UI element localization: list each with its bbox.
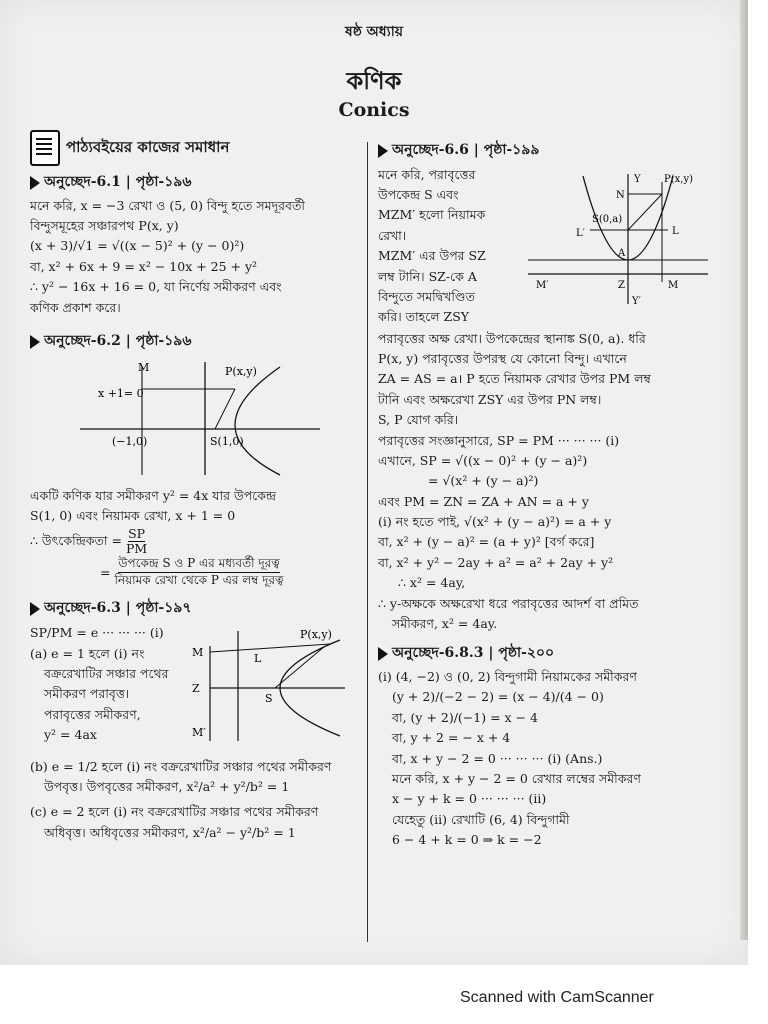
- case-a-text: [30, 622, 180, 755]
- equation-line: = √(x² + (y − a)²): [428, 473, 539, 489]
- definition-fraction: [114, 556, 283, 588]
- fig-label-m: M: [138, 360, 150, 374]
- section-6-6-title: অনুচ্ছেদ-6.6 | পৃষ্ঠা-১৯৯: [392, 142, 540, 158]
- fig-label-z: Z: [192, 682, 200, 696]
- text-line: সমীকরণ পরাবৃত্ত।: [44, 686, 130, 702]
- text-line: P(x, y) পরাবৃত্তের উপরস্থ যে কোনো বিন্দু। এখানে: [378, 351, 627, 367]
- equation-line: (i) নং হতে পাই, √(x² + (y − a)²) = a + y: [378, 514, 612, 530]
- eccentricity-line: [30, 527, 360, 556]
- fig-label-p: P(x,y): [664, 173, 693, 185]
- text-line: (i) (4, −2) ও (0, 2) বিন্দুগামী নিয়ামকের সমীকরণ: [378, 669, 637, 684]
- text-line: একটি কণিক যার সমীকরণ y² = 4x যার উপকেন্দ্র: [30, 488, 277, 503]
- fig-label-directrix: x +1= 0: [98, 386, 144, 400]
- text-line: কণিক প্রকাশ করে।: [30, 299, 121, 315]
- fig-label-s: S(0,a): [592, 213, 623, 225]
- equation-line: বা, x² + y² − 2ay + a² = a² + 2ay + y²: [378, 554, 614, 570]
- text-line: সমীকরণ, x² = 4ay.: [392, 615, 498, 631]
- triangle-bullet-icon: [30, 602, 40, 616]
- triangle-bullet-icon: [30, 335, 40, 349]
- text-line: ∴ y² − 16x + 16 = 0, যা নির্ণেয় সমীকরণ এবং: [30, 279, 282, 295]
- eccentricity-label: ∴ উৎকেন্দ্রিকতা =: [30, 533, 122, 549]
- fig-label-z: Z: [618, 279, 625, 291]
- text-line: (c) e = 2 হলে (i) নং বক্ররেখাটির সঞ্চার পথের সমীকরণ: [30, 804, 319, 820]
- text-line: পরাবৃত্তের অক্ষ রেখা। উপকেন্দ্রের স্থানাঙ্ক S(0, a). ধরি: [378, 330, 646, 346]
- section-6-8-3-title: অনুচ্ছেদ-6.8.3 | পৃষ্ঠা-২০০: [392, 645, 555, 662]
- fig-label-point: (−1,0): [112, 434, 148, 448]
- fig-label-l-prime: L′: [576, 227, 585, 239]
- text-line: উপবৃত্ত। উপবৃত্তের সমীকরণ, x²/a² + y²/b² = 1: [44, 778, 290, 794]
- equation-line: বা, x + y − 2 = 0 ··· ··· ··· (i) (Ans.): [392, 750, 603, 766]
- equation-line: বা, x² + (y − a)² = (a + y)² [বর্গ করে]: [378, 534, 595, 550]
- text-line: ∴ y-অক্ষকে অক্ষরেখা ধরে পরাবৃত্তের আদর্শ বা প্রমিত: [378, 595, 639, 611]
- triangle-bullet-icon: [378, 144, 388, 158]
- text-line: (b) e = 1/2 হলে (i) নং বক্ররেখাটির সঞ্চার পথের সমীকরণ: [30, 758, 332, 774]
- section-6-6-heading: [378, 140, 718, 162]
- page-spine: [740, 0, 748, 940]
- text-line: উপকেন্দ্র S এবং: [378, 187, 459, 203]
- text-line: MZM′ এর উপর SZ: [378, 248, 486, 264]
- equation-line: (y + 2)/(−2 − 2) = (x − 4)/(4 − 0): [392, 689, 604, 705]
- def-numerator: উপকেন্দ্র S ও P এর মধ্যবর্তী দূরত্ব: [118, 556, 280, 573]
- fig-label-n: N: [616, 189, 625, 201]
- text-line: বক্ররেখাটির সঞ্চার পথের: [44, 665, 169, 681]
- equation-line: 6 − 4 + k = 0 ⇒ k = −2: [392, 832, 542, 847]
- ecc-denominator: PM: [126, 540, 148, 556]
- document-icon: [30, 130, 60, 166]
- parabola-figure-6-2: [30, 357, 360, 482]
- section-6-2-heading: [30, 331, 360, 353]
- text-line: মনে করি, x + y − 2 = 0 রেখার লম্বের সমীকরণ: [392, 770, 641, 786]
- scanner-watermark: Scanned with CamScanner: [460, 989, 654, 1006]
- fig-label-focus: S(1,0): [210, 434, 244, 448]
- column-divider: [367, 142, 368, 942]
- text-line: বিন্দুসমূহের সঞ্চারপথ P(x, y): [30, 218, 179, 234]
- section-6-1-title: অনুচ্ছেদ-6.1 | পৃষ্ঠা-১৯৬: [44, 174, 192, 190]
- fig-label-m: M: [192, 646, 204, 660]
- fig-label-s: S: [265, 692, 273, 706]
- fig-label-a: A: [618, 247, 626, 259]
- text-line: করি। তাহলে ZSY: [378, 309, 470, 325]
- triangle-bullet-icon: [30, 176, 40, 190]
- equation-line: বা, y + 2 = − x + 4: [392, 730, 511, 746]
- text-line: MZM′ হলো নিয়ামক: [378, 207, 486, 223]
- text-line: ZA = AS = a। P হতে নিয়ামক রেখার উপর PM লম্ব: [378, 371, 651, 387]
- parabola-figure-6-6: [528, 164, 713, 328]
- text-line: অধিবৃত্ত। অধিবৃত্তের সমীকরণ, x²/a² − y²/b² = 1: [44, 824, 296, 840]
- section-6-3-heading: [30, 598, 360, 620]
- chapter-title: কণিক: [346, 66, 402, 95]
- solutions-heading-text: পাঠ্যবইয়ের কাজের সমাধান: [66, 138, 230, 157]
- fig-label-p: P(x,y): [225, 364, 257, 378]
- fig-label-m-prime: M′: [536, 279, 549, 291]
- equation-line: এখানে, SP = √((x − 0)² + (y − a)²): [378, 452, 588, 468]
- section-6-3-body: [30, 622, 360, 755]
- text-line: রেখা।: [378, 227, 407, 243]
- fig-label-y: Y: [634, 173, 641, 185]
- eccentricity-fraction: [126, 527, 147, 556]
- section-6-3-title: অনুচ্ছেদ-6.3 | পৃষ্ঠা-১৯৭: [44, 600, 192, 617]
- def-denominator: নিয়ামক রেখা থেকে P এর লম্ব দূরত্ব: [114, 572, 284, 587]
- parabola-figure-6-3: [180, 626, 350, 751]
- chapter-number: ষষ্ঠ অধ্যায়: [344, 24, 404, 40]
- text-line: যেহেতু (ii) রেখাটি (6, 4) বিন্দুগামী: [392, 811, 570, 827]
- text-line: S(1, 0) এবং নিয়ামক রেখা, x + 1 = 0: [30, 508, 236, 524]
- text-line: পরাবৃত্তের সংজ্ঞানুসারে, SP = PM ··· ··· ··· (i): [378, 432, 620, 448]
- equation-line: x − y + k = 0 ··· ··· ··· (ii): [392, 791, 547, 807]
- fig-label-m: M: [668, 279, 679, 291]
- text-line: S, P যোগ করি।: [378, 412, 459, 428]
- equation-line: (x + 3)/√1 = √((x − 5)² + (y − 0)²): [30, 238, 245, 254]
- fig-label-y-prime: Y′: [632, 295, 641, 307]
- chapter-title-english: Conics: [338, 99, 410, 121]
- equation-line: y² = 4ax: [44, 727, 97, 742]
- right-column: [378, 130, 718, 850]
- equation-line: বা, (y + 2)/(−1) = x − 4: [392, 709, 538, 725]
- equation-line: ∴ x² = 4ay,: [398, 575, 466, 591]
- section-6-2-title: অনুচ্ছেদ-6.2 | পৃষ্ঠা-১৯৬: [44, 332, 192, 349]
- left-column: [30, 130, 360, 843]
- solutions-heading: [30, 130, 360, 166]
- fig-label-m-prime: M′: [192, 726, 206, 740]
- section-6-6-top: [378, 164, 718, 328]
- section-6-6-intro: [378, 164, 528, 328]
- fig-label-l: L: [254, 652, 262, 666]
- text-line: বিন্দুতে সমদ্বিখণ্ডিত: [378, 288, 475, 304]
- triangle-bullet-icon: [378, 647, 388, 661]
- equation-line: বা, x² + 6x + 9 = x² − 10x + 25 + y²: [30, 258, 258, 274]
- text-line: (a) e = 1 হলে (i) নং: [30, 645, 145, 661]
- fig-label-p: P(x,y): [300, 628, 332, 642]
- fig-label-l: L: [672, 225, 679, 237]
- text-line: মনে করি, পরাবৃত্তের: [378, 166, 476, 182]
- text-line: লম্ব টানি। SZ-কে A: [378, 268, 477, 284]
- text-line: পরাবৃত্তের সমীকরণ,: [44, 706, 141, 722]
- equation-line: এবং PM = ZN = ZA + AN = a + y: [378, 493, 589, 509]
- equation-line: SP/PM = e ··· ··· ··· (i): [30, 625, 164, 641]
- text-line: মনে করি, x = −3 রেখা ও (5, 0) বিন্দু হতে সমদূরবর্তী: [30, 197, 305, 213]
- ecc-numerator: SP: [128, 525, 146, 541]
- eccentricity-definition: = উপকেন্দ্র S ও P এর মধ্যবর্তী দূরত্ব নিয়ামক রেখা থেকে P এর লম্ব দূরত্ব: [100, 556, 284, 587]
- text-line: টানি এবং অক্ষরেখা ZSY এর উপর PN লম্ব।: [378, 391, 602, 407]
- section-6-1-heading: [30, 172, 360, 194]
- section-6-8-3-heading: [378, 643, 718, 665]
